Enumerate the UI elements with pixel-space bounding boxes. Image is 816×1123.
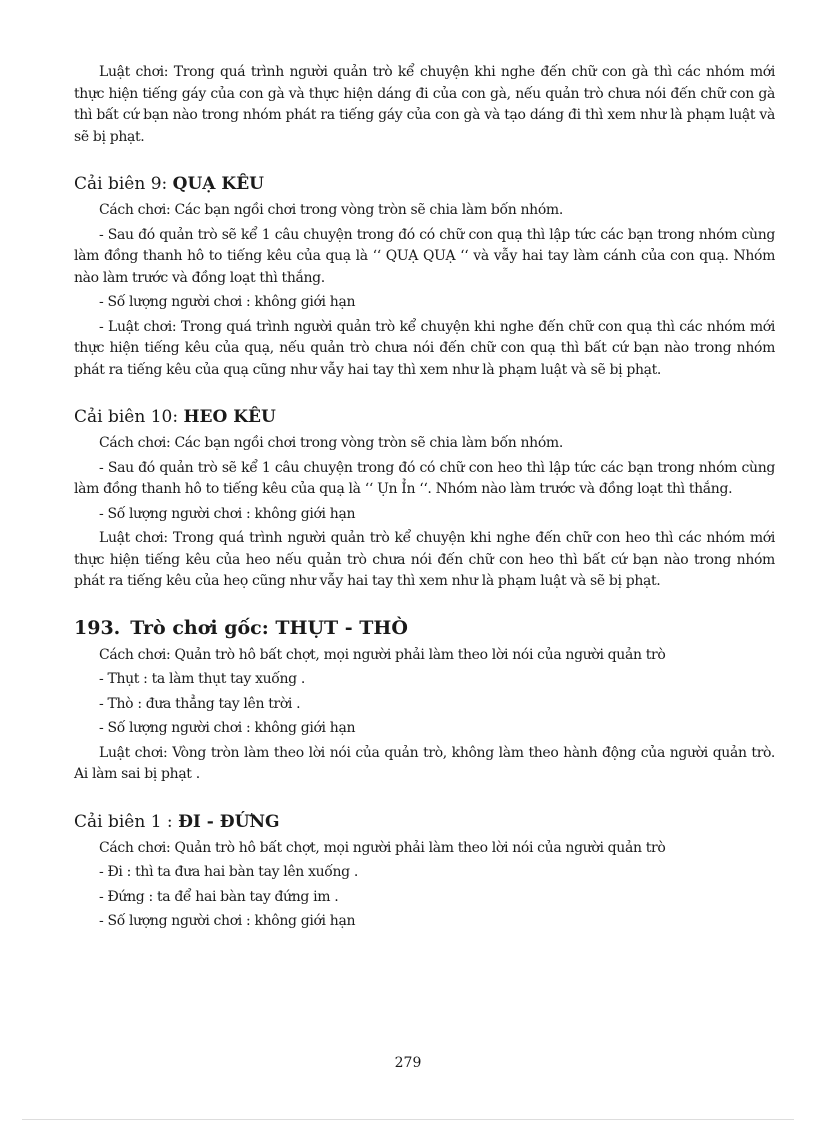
variant1-prefix: Cải biên 1 : [74, 811, 179, 832]
variant9-players: - Số lượng người chơi : không giới hạn [99, 294, 356, 310]
variant10-players: - Số lượng người chơi : không giới hạn [99, 505, 356, 522]
variant10-step: - Sau đó quản trò sẽ kể 1 câu chuyện trong đó có chữ con heo thì lập tức các bạn trong nhóm cùng làm đồng thanh hô to tiếng kêu của quạ là ‘‘ Ụn Ỉn ‘‘. Nhóm nào làm trước và đồng loạt thì thắng. [74, 459, 775, 497]
game193-number: 193. [74, 616, 121, 639]
variant10-rules: Luật chơi: Trong quá trình người quản trò kể chuyện khi nghe đến chữ con heo thì các nhóm mới thực hiện tiếng kêu của heo nếu quản trò chưa nói đến chữ con heo thì bất cứ bạn nào trong nhóm phát ra tiếng kêu của heọ cũng như vẫy hai tay thì xem như là phạm luật và sẽ bị phạt. [74, 530, 775, 589]
variant1-name: ĐI - ĐỨNG [178, 811, 280, 832]
game193-rules: Luật chơi: Vòng tròn làm theo lời nói của quản trò, không làm theo hành động của người quản trò. Ai làm sai bị phạt . [74, 744, 775, 782]
variant9-rules: - Luật chơi: Trong quá trình người quản trò kể chuyện khi nghe đến chữ con quạ thì các nhóm mới thực hiện tiếng kêu của quạ, nếu quản trò chưa nói đến chữ con quạ thì bất cứ bạn nào trong nhóm phát ra tiếng kêu của quạ cũng như vẫy hai tay thì xem như là phạm luật và sẽ bị phạt. [74, 318, 775, 378]
variant1-players: - Số lượng người chơi : không giới hạn [99, 913, 356, 929]
variant9-step: - Sau đó quản trò sẽ kể 1 câu chuyện trong đó có chữ con quạ thì lập tức các bạn trong nhóm cùng làm đồng thanh hô to tiếng kêu của quạ là ‘‘ QUẠ QUẠ ‘‘ và vẫy hai tay làm cánh của con quạ. Nhóm nào làm trước và đồng loạt thì thắng. [74, 226, 775, 286]
variant1-how-to-play: Cách chơi: Quản trò hô bất chợt, mọi người phải làm theo lời nói của người quản trò [99, 839, 666, 856]
intro-rules: Luật chơi: Trong quá trình người quản trò kể chuyện khi nghe đến chữ con gà thì các nhóm mới thực hiện tiếng gáy của con gà và thực hiện dáng đi của con gà, nếu quản trò chưa nói đến chữ con gà thì bất cứ bạn nào trong nhóm phát ra tiếng gáy của con gà và tạo dáng đi thì xem như là phạm luật và sẽ bị phạt. [74, 64, 775, 145]
bottom-divider [22, 1119, 794, 1120]
variant10-name: HEO KÊU [183, 407, 276, 427]
variant9-prefix: Cải biên 9: [74, 174, 173, 194]
page-content [74, 62, 775, 936]
page-number: 279 [394, 1055, 422, 1071]
variant10-how-to-play: Cách chơi: Các bạn ngồi chơi trong vòng tròn sẽ chia làm bốn nhóm. [99, 435, 563, 451]
game193-item-1: - Thụt : ta làm thụt tay xuống . [99, 671, 305, 687]
game193-players: - Số lượng người chơi : không giới hạn [99, 720, 356, 736]
variant1-heading [74, 810, 775, 834]
variant10-prefix: Cải biên 10: [74, 407, 184, 427]
game193-title: Trò chơi gốc: THỤT - THÒ [130, 616, 408, 639]
variant9-heading [74, 172, 775, 196]
variant10-heading [74, 405, 775, 429]
variant1-item-1: - Đi : thì ta đưa hai bàn tay lên xuống . [99, 864, 358, 880]
game193-item-2: - Thò : đưa thẳng tay lên trời . [99, 695, 301, 712]
game193-heading [74, 615, 775, 641]
variant1-item-2: - Đứng : ta để hai bàn tay đứng im . [99, 888, 339, 905]
variant9-name: QUẠ KÊU [172, 174, 264, 194]
game193-how-to-play: Cách chơi: Quản trò hô bất chợt, mọi người phải làm theo lời nói của người quản trò [99, 646, 666, 663]
variant9-how-to-play: Cách chơi: Các bạn ngồi chơi trong vòng tròn sẽ chia làm bốn nhóm. [99, 202, 563, 218]
